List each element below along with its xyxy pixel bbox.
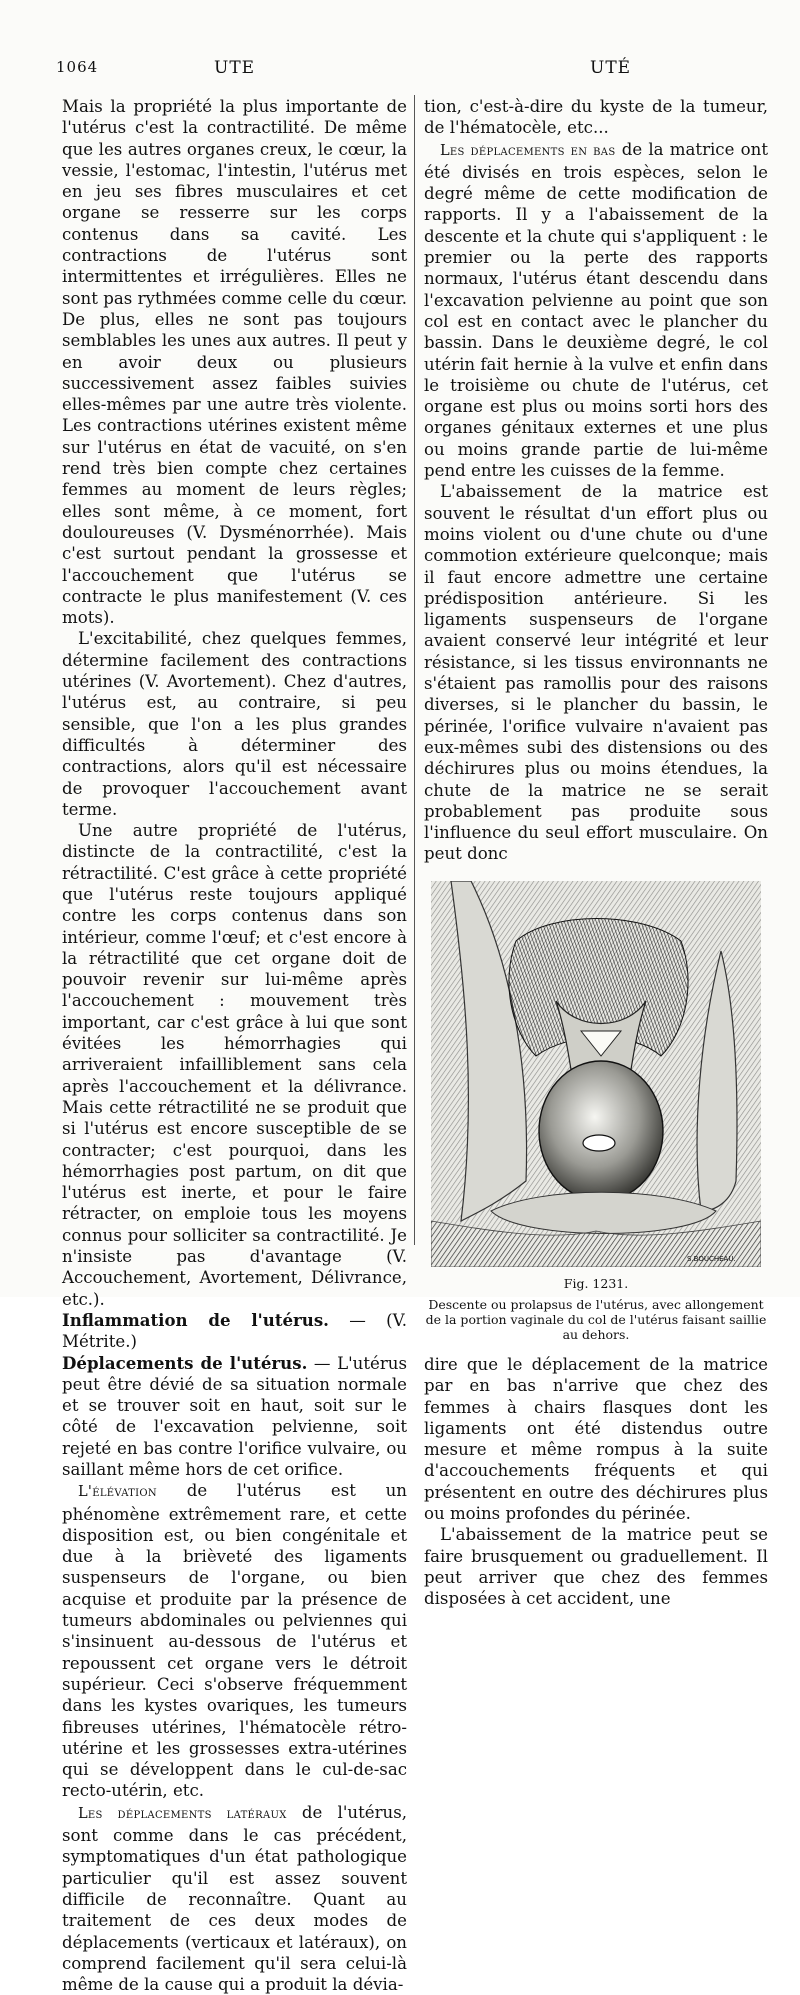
lateral-text: de l'utérus, sont comme dans le cas précédent, symptomatiques d'un état pathologique particulier qu'il est assez souvent difficile de reconnaître. Quant au traitement de ces deux modes de déplacements (verticaux et latéraux), on comprend facilement qu'il sera celui-là même de la cause qui a produit la dévia-	[62, 1802, 408, 1995]
page-number: 1064	[56, 58, 99, 76]
paragraph-displacements	[62, 1353, 407, 1481]
prolapsed-organ	[539, 1061, 663, 1201]
smallcaps-downward: Les déplacements en bas	[440, 142, 616, 159]
engraving-illustration	[431, 881, 761, 1267]
right-column	[424, 96, 768, 1610]
paragraph-conclusion: dire que le déplacement de la matrice par en bas n'arrive que chez des femmes à chairs flasques dont les ligaments ont été distendus outre mesure et même rompus à la suite d'accouchements fréquents et qui présentent en outre des déchirures plus ou moins profondes du périnée.	[424, 1354, 768, 1524]
paragraph-lateral	[62, 1802, 407, 1995]
paragraph-lowering-cause: L'abaissement de la matrice est souvent le résultat d'un effort plus ou moins violent ou d'une chute ou d'une commotion extérieure quelconque; mais il faut encore admettre une certaine prédisposition antérieure. Si les ligaments suspenseurs de l'organe avaient conservé leur intégrité et leur résistance, si les tissus environnants ne s'étaient pas ramollis pour des raisons diverses, si le plancher du bassin, le périnée, l'orifice vulvaire n'avaient pas eux-mêmes subi des distensions ou des déchirures plus ou moins étendues, la chute de la matrice ne se serait probablement pas produite sous l'influence du seul effort musculaire. On peut donc	[424, 482, 768, 864]
heading-inflammation: Inflammation de l'utérus.	[62, 1309, 329, 1330]
paragraph-inflammation	[62, 1310, 407, 1353]
elevation-text: de l'utérus est un phénomène extrêmement rare, et cette disposition est, ou bien congénitale et due à la brièveté des ligaments suspenseurs de l'organe, ou bien acquise et produite par la présence de tumeurs abdominales ou pelviennes qui s'insinuent au-dessous de l'utérus et repoussent cet organe vers le détroit supérieur. Ceci s'observe fréquemment dans les kystes ovariques, les tumeurs fibreuses utérines, l'hématocèle rétro-utérine et les grossesses extra-utérines qui se développent dans le cul-de-sac recto-utérin, etc.	[62, 1481, 407, 1801]
smallcaps-lateral: Les déplacements latéraux	[78, 1805, 287, 1822]
running-head-left: UTE	[214, 58, 256, 78]
figure-number: Fig. 1231.	[563, 1275, 629, 1291]
inflammation-reference: — (V. Métrite.)	[62, 1310, 407, 1352]
column-divider	[414, 95, 415, 1245]
engraver-signature: S.BOUCHEAU.	[687, 1254, 736, 1263]
paragraph-lowering-speed: L'abaissement de la matrice peut se faire brusquement ou graduellement. Il peut arriver que chez des femmes disposées à cet accident, une	[424, 1525, 768, 1609]
paragraph-contractility: Mais la propriété la plus importante de l'utérus c'est la contractilité. De même que les autres organes creux, le cœur, la vessie, l'estomac, l'intestin, l'utérus met en jeu ses fibres musculaires et cet organe se resserre sur les corps contenus dans sa cavité. Les contractions de l'utérus sont intermittentes et irrégulières. Elles ne sont pas rythmées comme celle du cœur. De plus, elles ne sont pas toujours semblables les unes aux autres. Il peut y en avoir deux ou plusieurs successivement assez faibles suivies elles-mêmes par une autre très violente. Les contractions utérines existent même sur l'utérus en état de vacuité, on s'en rend très bien compte chez certaines femmes au moment de leurs règles; elles sont même, à ce moment, fort douloureuses (V. Dysménorrhée). Mais c'est surtout pendant la grossesse et l'accouchement que l'utérus se contracte le plus manifestement (V. ces mots).	[62, 97, 407, 628]
left-column	[62, 96, 407, 1995]
heading-displacements: Déplacements de l'utérus.	[62, 1352, 308, 1373]
cervical-os	[583, 1135, 615, 1151]
figure-caption: Descente ou prolapsus de l'utérus, avec allongement de la portion vaginale du col de l'utérus faisant saillie au dehors.	[425, 1296, 767, 1342]
paragraph-excitability: L'excitabilité, chez quelques femmes, détermine facilement des contractions utérines (V. Avortement). Chez d'autres, l'utérus est, au contraire, si peu sensible, que l'on a les plus grandes difficultés à déterminer des contractions, alors qu'il est nécessaire de provoquer l'accouchement avant terme.	[62, 629, 407, 819]
downward-text: de la matrice ont été divisés en trois espèces, selon le degré même de cette modification de rapports. Il y a l'abaissement de la descente et la chute qui s'appliquent : le premier ou la perte des rapports normaux, l'utérus étant descendu dans l'excavation pelvienne au point que son col est en contact avec le plancher du bassin. Dans le deuxième degré, le col utérin fait hernie à la vulve et enfin dans le troisième ou chute de l'utérus, cet organe est plus ou moins sorti hors des organes génitaux externes et une plus ou moins grande partie de lui-même pend entre les cuisses de la femme.	[424, 139, 768, 481]
paragraph-elevation	[62, 1480, 407, 1801]
paragraph-downward-displacement	[424, 139, 768, 482]
smallcaps-elevation: L'élévation	[78, 1484, 157, 1501]
paragraph-retractility: Une autre propriété de l'utérus, distincte de la contractilité, c'est la rétractilité. C'est grâce à cette propriété que l'utérus reste toujours appliqué contre les corps contenus dans son intérieur, comme l'œuf; et c'est encore à la rétractilité que cet organe doit de pouvoir revenir sur lui-même après l'accouchement : mouvement très important, car c'est grâce à lui que sont évitées les hémorrhagies qui arriveraient infailliblement sans cela après l'accouchement et la délivrance. Mais cette rétractilité ne se produit que si l'utérus est encore susceptible de se contracter; c'est pourquoi, dans les hémorrhagies post partum, on dit que l'utérus est inerte, et pour le faire rétracter, on emploie tous les moyens connus pour solliciter sa contractilité. Je n'insiste pas d'avantage (V. Accouchement, Avortement, Délivrance, etc.).	[62, 821, 407, 1309]
running-head-right: UTÉ	[590, 58, 632, 78]
paragraph-continuation: tion, c'est-à-dire du kyste de la tumeur, de l'hématocèle, etc...	[424, 97, 768, 138]
figure-illustration	[431, 881, 761, 1267]
displacements-text: — L'utérus peut être dévié de sa situation normale et se trouver soit en haut, soit sur le côté de l'excavation pelvienne, soit rejeté en bas contre l'orifice vulvaire, ou saillant même hors de cet orifice.	[62, 1353, 407, 1479]
